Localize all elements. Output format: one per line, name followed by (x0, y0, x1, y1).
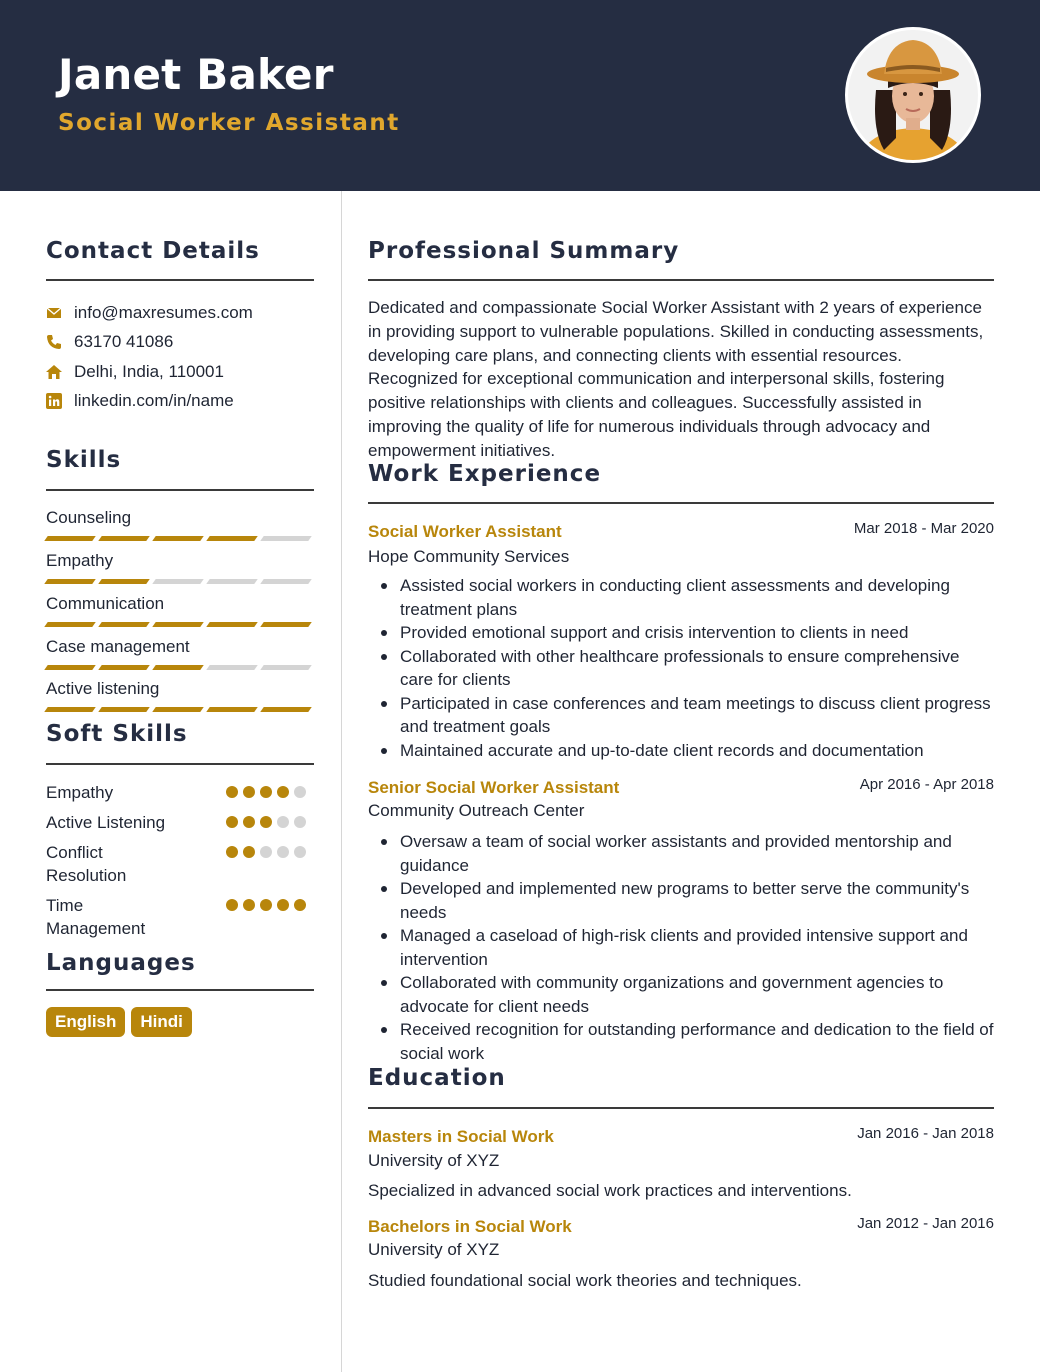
skill-item (46, 637, 314, 670)
degree-title: Bachelors in Social Work (368, 1217, 572, 1236)
soft-skill-dots (226, 899, 306, 911)
languages-rule (46, 989, 314, 991)
rating-dot-filled (260, 899, 272, 911)
rating-dot-filled (294, 899, 306, 911)
soft-skill-dots (226, 816, 306, 828)
contact-address (46, 362, 224, 382)
job-bullet: Developed and implemented new programs to better serve the community's needs (368, 877, 994, 924)
degree-dates: Jan 2016 - Jan 2018 (857, 1125, 994, 1142)
skill-bar-filled (98, 579, 150, 584)
skills-heading: Skills (46, 447, 122, 473)
language-tag: Hindi (131, 1007, 192, 1037)
contact-phone[interactable] (46, 332, 173, 352)
job-bullet: Oversaw a team of social worker assistants and provided mentorship and guidance (368, 830, 994, 877)
skill-item (46, 551, 314, 584)
skill-bar-filled (152, 622, 204, 627)
language-tag: English (46, 1007, 125, 1037)
education-rule (368, 1107, 994, 1109)
skill-label: Counseling (46, 508, 132, 527)
phone-icon (46, 334, 62, 350)
contact-heading: Contact Details (46, 238, 260, 264)
skill-bar-filled (44, 536, 96, 541)
job-bullet: Managed a caseload of high-risk clients and provided intensive support and intervention (368, 924, 994, 971)
skills-rule (46, 489, 314, 491)
contact-rule (46, 279, 314, 281)
contact-linkedin[interactable] (46, 391, 234, 411)
soft-skill-label: Time Management (46, 896, 146, 938)
job-dates: Mar 2018 - Mar 2020 (853, 520, 994, 537)
contact-email[interactable] (46, 303, 253, 323)
rating-dot-empty (277, 846, 289, 858)
skill-bar-filled (98, 665, 150, 670)
soft-skill-dots (226, 846, 306, 858)
skill-bar-filled (206, 536, 258, 541)
contact-email-text: info@maxresumes.com (74, 303, 253, 322)
soft-skill-label: Empathy (46, 783, 114, 802)
soft-skill-label: Active Listening (46, 813, 166, 832)
rating-dot-filled (226, 786, 238, 798)
rating-dot-filled (243, 816, 255, 828)
skill-bar-empty (152, 579, 204, 584)
contact-linkedin-text: linkedin.com/in/name (74, 391, 234, 410)
rating-dot-empty (294, 846, 306, 858)
candidate-name: Janet Baker (58, 50, 334, 99)
summary-rule (368, 279, 994, 281)
job-dates: Apr 2016 - Apr 2018 (859, 776, 994, 793)
linkedin-icon (46, 393, 62, 409)
skill-bar-filled (98, 707, 150, 712)
skill-bar-filled (152, 536, 204, 541)
skill-bar-empty (260, 579, 312, 584)
degree-description: Specialized in advanced social work practices and interventions. (368, 1181, 852, 1200)
languages-list (46, 1007, 192, 1037)
school-name: University of XYZ (368, 1151, 500, 1170)
rating-dot-empty (260, 846, 272, 858)
skill-level-bar (46, 579, 314, 584)
rating-dot-empty (277, 816, 289, 828)
job-bullet: Received recognition for outstanding performance and dedication to the field of social work (368, 1018, 994, 1065)
rating-dot-filled (277, 786, 289, 798)
school-name: University of XYZ (368, 1240, 500, 1259)
skill-level-bar (46, 536, 314, 541)
experience-rule (368, 502, 994, 504)
skill-bar-filled (44, 579, 96, 584)
skill-bar-filled (206, 622, 258, 627)
languages-heading: Languages (46, 950, 196, 976)
job-title: Senior Social Worker Assistant (368, 778, 620, 797)
job-organization: Hope Community Services (368, 547, 570, 566)
job-bullet: Assisted social workers in conducting client assessments and developing treatment plans (368, 574, 994, 621)
skill-label: Active listening (46, 679, 160, 698)
rating-dot-filled (226, 816, 238, 828)
skill-bar-empty (260, 665, 312, 670)
job-bullet: Collaborated with other healthcare professionals to ensure comprehensive care for clients (368, 645, 994, 692)
resume-header (0, 0, 1040, 191)
rating-dot-filled (226, 846, 238, 858)
skill-item (46, 508, 314, 541)
profile-photo (845, 27, 981, 163)
rating-dot-filled (226, 899, 238, 911)
skill-bar-filled (152, 665, 204, 670)
job-bullet: Collaborated with community organizations and government agencies to advocate for client needs (368, 971, 994, 1018)
skill-bar-filled (44, 707, 96, 712)
skill-bar-filled (98, 536, 150, 541)
skill-level-bar (46, 665, 314, 670)
rating-dot-filled (260, 786, 272, 798)
skill-bar-empty (206, 579, 258, 584)
skill-level-bar (46, 707, 314, 712)
skill-bar-filled (260, 622, 312, 627)
candidate-title: Social Worker Assistant (58, 110, 400, 136)
degree-dates: Jan 2012 - Jan 2016 (857, 1215, 994, 1232)
column-divider (341, 191, 342, 1372)
skill-bar-filled (260, 707, 312, 712)
contact-phone-text: 63170 41086 (74, 332, 174, 351)
soft-skill-dots (226, 786, 306, 798)
skill-label: Empathy (46, 551, 114, 570)
rating-dot-filled (243, 786, 255, 798)
rating-dot-filled (243, 846, 255, 858)
job-bullet: Provided emotional support and crisis intervention to clients in need (368, 621, 994, 645)
rating-dot-empty (294, 816, 306, 828)
rating-dot-filled (243, 899, 255, 911)
email-icon (46, 305, 62, 321)
skill-label: Communication (46, 594, 165, 613)
job-organization: Community Outreach Center (368, 801, 585, 820)
contact-address-text: Delhi, India, 110001 (74, 362, 224, 381)
skill-bar-filled (98, 622, 150, 627)
job-bullet: Maintained accurate and up-to-date client records and documentation (368, 739, 994, 763)
summary-text: Dedicated and compassionate Social Worker Assistant with 2 years of experience in providing support to vulnerable populations. Skilled in conducting assessments, developing care plans, and connecting clients with essential resources. Recognized for exceptional communication and interpersonal skills, fostering positive relationships with clients and colleagues. Successfully assisted in improving the quality of life for numerous individuals through advocacy and empowerment initiatives. (368, 298, 984, 460)
skill-bar-empty (260, 536, 312, 541)
rating-dot-filled (260, 816, 272, 828)
soft-skills-rule (46, 763, 314, 765)
skill-item (46, 594, 314, 627)
rating-dot-empty (294, 786, 306, 798)
experience-heading: Work Experience (368, 461, 602, 487)
education-heading: Education (368, 1065, 506, 1091)
rating-dot-filled (277, 899, 289, 911)
skill-item (46, 679, 314, 712)
skill-label: Case management (46, 637, 190, 656)
summary-heading: Professional Summary (368, 238, 680, 264)
soft-skills-heading: Soft Skills (46, 721, 188, 747)
skill-bar-filled (152, 707, 204, 712)
degree-description: Studied foundational social work theories and techniques. (368, 1271, 802, 1290)
job-bullets (368, 574, 994, 762)
job-title: Social Worker Assistant (368, 522, 562, 541)
skill-bar-filled (44, 665, 96, 670)
home-icon (46, 364, 62, 380)
skill-bar-empty (206, 665, 258, 670)
job-bullets (368, 830, 994, 1065)
skill-level-bar (46, 622, 314, 627)
job-bullet: Participated in case conferences and team meetings to discuss client progress and treatment goals (368, 692, 994, 739)
skill-bar-filled (206, 707, 258, 712)
degree-title: Masters in Social Work (368, 1127, 554, 1146)
soft-skill-label: Conflict Resolution (46, 843, 127, 885)
skill-bar-filled (44, 622, 96, 627)
